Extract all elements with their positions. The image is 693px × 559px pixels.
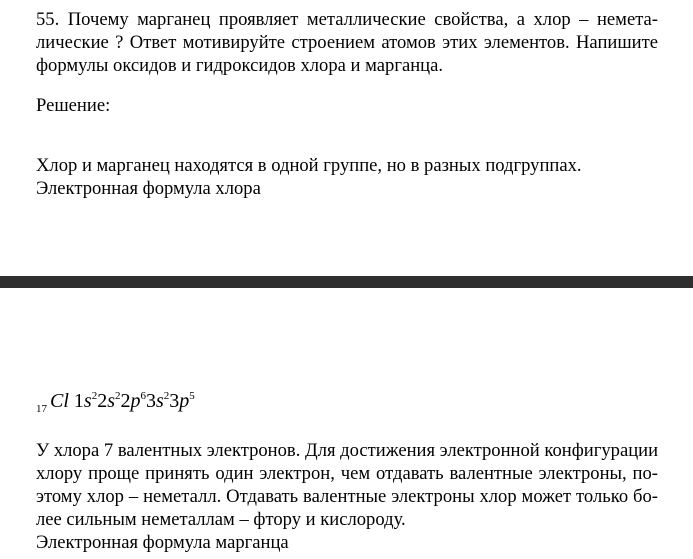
chlorine-electron-formula (36, 390, 195, 416)
explanation-line: хлору проще принять один электрон, чем отдавать валентные электроны, по- (36, 463, 658, 484)
shell-number: 1 (73, 390, 84, 412)
electron-count: 2 (163, 390, 170, 402)
problem-line: лические ? Ответ мотивируйте строением атомов этих элементов. Напишите (36, 32, 658, 53)
subshell-letter: s (83, 390, 92, 412)
orbital-term (169, 390, 195, 412)
subshell-letter: p (179, 390, 190, 412)
electron-count: 2 (115, 390, 121, 402)
electron-count: 5 (189, 390, 195, 402)
orbital-term (121, 390, 147, 412)
orbital-term (74, 390, 97, 412)
element-symbol: Cl (50, 390, 69, 412)
orbital-terms (74, 390, 195, 412)
explanation-line: лее сильным неметаллам – фтору и кислороду. (36, 509, 406, 530)
shell-number: 3 (146, 390, 156, 412)
electron-count: 6 (140, 390, 146, 402)
orbital-term (97, 390, 120, 412)
solution-heading: Решение: (36, 95, 111, 116)
problem-line: 55. Почему марганец проявляет металлические свойства, а хлор – немета- (36, 9, 658, 30)
intro-line: Электронная формула хлора (36, 178, 261, 199)
page-separator (0, 276, 693, 288)
explanation-line: Электронная формула марганца (36, 532, 289, 553)
subshell-letter: p (130, 390, 141, 412)
subshell-letter: s (156, 390, 164, 412)
problem-line: формулы оксидов и гидроксидов хлора и марганца. (36, 55, 444, 76)
shell-number: 2 (120, 390, 131, 412)
orbital-term (146, 390, 169, 412)
explanation-line: этому хлор – неметалл. Отдавать валентные электроны хлор может только бо- (36, 486, 658, 507)
explanation-line: У хлора 7 валентных электронов. Для достижения электронной конфигурации (36, 440, 659, 461)
intro-line: Хлор и марганец находятся в одной группе, но в разных подгруппах. (36, 155, 582, 176)
shell-number: 3 (169, 390, 180, 412)
electron-count: 2 (91, 390, 98, 402)
atomic-number: 17 (36, 403, 47, 415)
subshell-letter: s (107, 390, 115, 412)
shell-number: 2 (97, 390, 108, 412)
